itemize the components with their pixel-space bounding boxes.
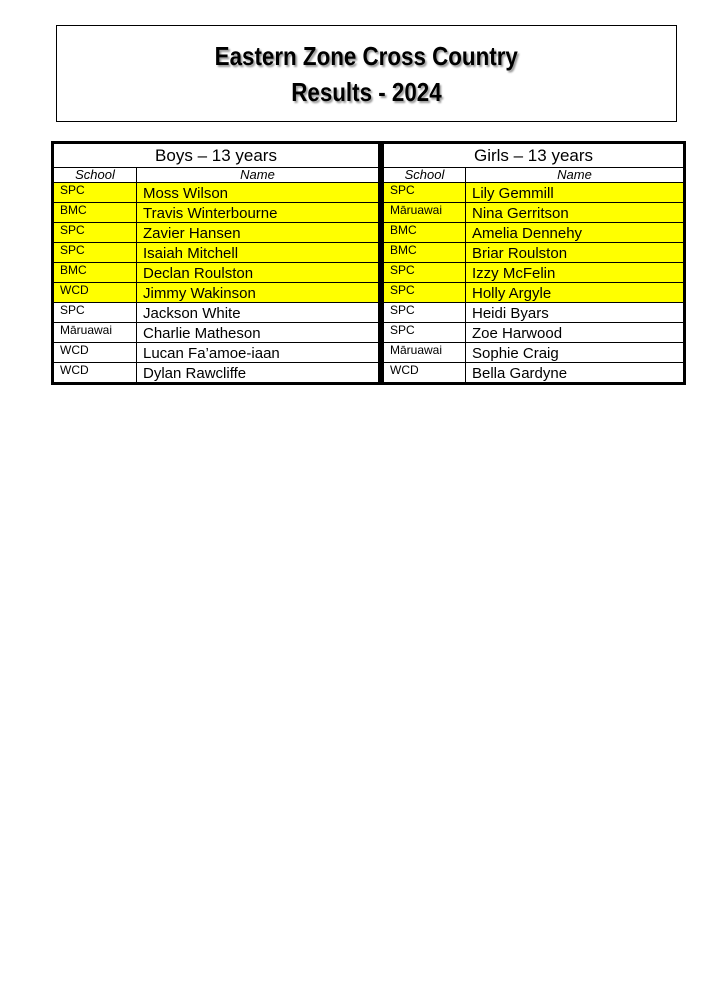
girls-row-name: Holly Argyle (466, 283, 685, 303)
boys-row-name: Dylan Rawcliffe (137, 363, 380, 384)
boys-table-heading: Boys – 13 years (53, 143, 380, 168)
boys-row-school: WCD (53, 363, 137, 384)
girls-table-row (383, 323, 685, 343)
title-line-2: Results - 2024 (291, 76, 442, 107)
boys-row-school: SPC (53, 223, 137, 243)
boys-name-column-header: Name (137, 168, 380, 183)
girls-table-body (383, 183, 685, 384)
girls-row-school: SPC (383, 263, 466, 283)
boys-row-school: BMC (53, 263, 137, 283)
girls-row-school: Māruawai (383, 343, 466, 363)
boys-row-school: BMC (53, 203, 137, 223)
girls-table-row (383, 203, 685, 223)
boys-row-name: Lucan Fa’amoe-iaan (137, 343, 380, 363)
boys-row-school: WCD (53, 343, 137, 363)
boys-table-body (53, 183, 380, 384)
boys-table-row (53, 243, 380, 263)
boys-school-column-header: School (53, 168, 137, 183)
boys-table-row (53, 363, 380, 384)
boys-table-row (53, 343, 380, 363)
girls-name-column-header: Name (466, 168, 685, 183)
boys-row-name: Moss Wilson (137, 183, 380, 203)
girls-row-name: Lily Gemmill (466, 183, 685, 203)
girls-table-row (383, 223, 685, 243)
girls-table-heading: Girls – 13 years (383, 143, 685, 168)
boys-row-name: Charlie Matheson (137, 323, 380, 343)
girls-row-school: SPC (383, 283, 466, 303)
girls-table-row (383, 243, 685, 263)
girls-row-name: Nina Gerritson (466, 203, 685, 223)
results-tables (51, 141, 686, 384)
girls-row-school: SPC (383, 303, 466, 323)
boys-row-name: Jackson White (137, 303, 380, 323)
girls-school-column-header: School (383, 168, 466, 183)
boys-row-name: Travis Winterbourne (137, 203, 380, 223)
boys-table-row (53, 223, 380, 243)
boys-row-school: SPC (53, 183, 137, 203)
boys-table-row (53, 323, 380, 343)
boys-table-row (53, 283, 380, 303)
girls-row-school: BMC (383, 223, 466, 243)
girls-table-row (383, 343, 685, 363)
boys-table-row (53, 183, 380, 203)
girls-row-school: SPC (383, 183, 466, 203)
girls-row-school: Māruawai (383, 203, 466, 223)
girls-row-name: Izzy McFelin (466, 263, 685, 283)
girls-table-row (383, 303, 685, 323)
girls-row-name: Sophie Craig (466, 343, 685, 363)
girls-row-name: Zoe Harwood (466, 323, 685, 343)
boys-table-row (53, 203, 380, 223)
girls-row-school: SPC (383, 323, 466, 343)
boys-row-name: Declan Roulston (137, 263, 380, 283)
boys-row-name: Isaiah Mitchell (137, 243, 380, 263)
girls-row-name: Bella Gardyne (466, 363, 685, 384)
girls-row-name: Heidi Byars (466, 303, 685, 323)
girls-row-school: BMC (383, 243, 466, 263)
girls-table-row (383, 263, 685, 283)
girls-row-school: WCD (383, 363, 466, 384)
boys-table-row (53, 303, 380, 323)
boys-row-name: Zavier Hansen (137, 223, 380, 243)
girls-row-name: Briar Roulston (466, 243, 685, 263)
boys-row-school: SPC (53, 303, 137, 323)
girls-results-table (381, 141, 686, 385)
title-line-1: Eastern Zone Cross Country (214, 40, 519, 71)
girls-table-row (383, 363, 685, 384)
boys-results-table (51, 141, 381, 385)
boys-row-school: Māruawai (53, 323, 137, 343)
boys-row-school: SPC (53, 243, 137, 263)
boys-row-school: WCD (53, 283, 137, 303)
boys-table-row (53, 263, 380, 283)
girls-table-row (383, 283, 685, 303)
girls-row-name: Amelia Dennehy (466, 223, 685, 243)
girls-table-row (383, 183, 685, 203)
title-box (56, 25, 677, 122)
boys-row-name: Jimmy Wakinson (137, 283, 380, 303)
